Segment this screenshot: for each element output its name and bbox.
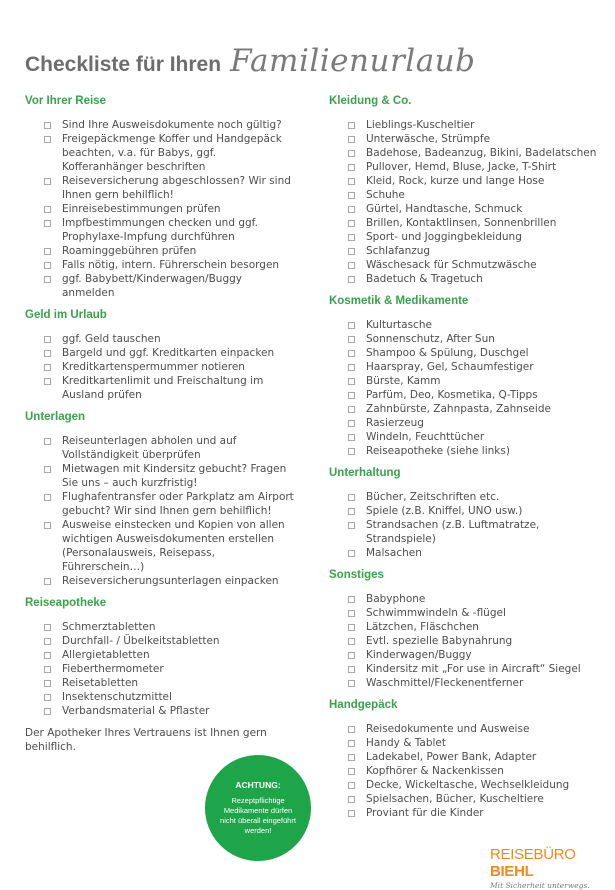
checklist-item	[329, 792, 599, 806]
checkbox-icon[interactable]	[348, 652, 355, 659]
checkbox-icon[interactable]	[44, 378, 51, 385]
checklist-item-label: Verbandsmaterial & Pflaster	[62, 705, 210, 717]
checklist-item-label: Handy & Tablet	[366, 737, 446, 749]
section-heading: Reiseapotheke	[25, 597, 107, 609]
checklist	[25, 434, 295, 588]
checkbox-icon[interactable]	[44, 578, 51, 585]
checklist-item	[329, 806, 599, 820]
checklist-item	[329, 346, 599, 360]
checklist-item	[329, 188, 599, 202]
checklist-item-label: Fieberthermometer	[62, 663, 164, 675]
brand-name	[490, 846, 615, 880]
checklist-item	[329, 402, 599, 416]
checklist-item-label: Freigepäckmenge Koffer und Handgepäck beachten, v.a. für Babys, ggf. Kofferanhänger beschriften	[62, 133, 282, 173]
checklist-item	[329, 146, 599, 160]
checklist-item	[25, 648, 295, 662]
checklist-item-label: Schlafanzug	[366, 245, 431, 257]
checkbox-icon[interactable]	[44, 652, 51, 659]
checklist-item	[25, 132, 295, 174]
checklist-item-label: Lätzchen, Fläschchen	[366, 621, 479, 633]
checkbox-icon[interactable]	[44, 694, 51, 701]
right-column	[329, 94, 599, 828]
checklist-item-label: Shampoo & Spülung, Duschgel	[366, 347, 529, 359]
checklist-item-label: Pullover, Hemd, Bluse, Jacke, T-Shirt	[366, 161, 557, 173]
checkbox-icon[interactable]	[348, 350, 355, 357]
checklist-item	[329, 648, 599, 662]
checklist-item	[329, 216, 599, 230]
brand-logo	[490, 846, 615, 890]
checkbox-icon[interactable]	[348, 122, 355, 129]
checklist-item	[329, 388, 599, 402]
checklist-item-label: Reiseversicherung abgeschlossen? Wir sind Ihnen gern behilflich!	[62, 175, 291, 201]
checklist-item	[329, 620, 599, 634]
checklist-item-label: Sonnenschutz, After Sun	[366, 333, 495, 345]
checklist-item	[25, 462, 295, 490]
checkbox-icon[interactable]	[44, 666, 51, 673]
checklist-item-label: Evtl. spezielle Babynahrung	[366, 635, 513, 647]
checklist-item-label: Ausweise einstecken und Kopien von allen wichtigen Ausweisdokumenten erstellen (Personalausweis, Reisepass, Führerschein…)	[62, 519, 285, 573]
section-handgepack	[329, 698, 599, 820]
checklist-item-label: Badehose, Badeanzug, Bikini, Badelatschen	[366, 147, 597, 159]
checkbox-icon[interactable]	[348, 364, 355, 371]
checkbox-icon[interactable]	[348, 406, 355, 413]
checklist-item	[25, 434, 295, 462]
left-column	[25, 94, 295, 754]
section-unterhaltung	[329, 466, 599, 560]
section-heading: Unterlagen	[25, 411, 86, 423]
checklist-item	[329, 272, 599, 286]
section-geld-im-urlaub	[25, 308, 295, 402]
checkbox-icon[interactable]	[348, 550, 355, 557]
checklist-item-label: Strandsachen (z.B. Luftmatratze, Strandspiele)	[366, 519, 540, 545]
checklist-item-label: Impfbestimmungen checken und ggf. Prophylaxe-Impfung durchführen	[62, 217, 258, 243]
checklist-item	[25, 490, 295, 518]
checklist-item-label: Schmerztabletten	[62, 621, 156, 633]
checklist-item	[329, 230, 599, 244]
checklist-item-label: Flughafentransfer oder Parkplatz am Airport gebucht? Wir sind Ihnen gern behilflich!	[62, 491, 294, 517]
checklist-item-label: Schuhe	[366, 189, 405, 201]
checkbox-icon[interactable]	[348, 810, 355, 817]
checkbox-icon[interactable]	[44, 466, 51, 473]
checkbox-icon[interactable]	[348, 754, 355, 761]
checkbox-icon[interactable]	[348, 624, 355, 631]
checkbox-icon[interactable]	[348, 192, 355, 199]
checkbox-icon[interactable]	[348, 726, 355, 733]
checklist-item	[25, 272, 295, 300]
checklist-item-label: Parfüm, Deo, Kosmetika, Q-Tipps	[366, 389, 538, 401]
checklist-item	[25, 174, 295, 202]
checkbox-icon[interactable]	[348, 322, 355, 329]
checklist-item-label: Bürste, Kamm	[366, 375, 441, 387]
checklist-item	[25, 346, 295, 360]
checklist-item	[25, 518, 295, 574]
checklist-item	[25, 704, 295, 718]
checklist-item-label: Zahnbürste, Zahnpasta, Zahnseide	[366, 403, 551, 415]
badge-title: ACHTUNG:	[235, 780, 281, 790]
badge-text: Rezeptpflichtige Medikamente dürfen nicht überall eingeführt werden!	[220, 796, 296, 835]
checklist-item	[329, 750, 599, 764]
checklist-item-label: ggf. Babybett/Kinderwagen/Buggy anmelden	[62, 273, 242, 299]
checkbox-icon[interactable]	[348, 796, 355, 803]
section-kleidung-co	[329, 94, 599, 286]
checkbox-icon[interactable]	[44, 364, 51, 371]
title-script: Familienurlaub	[230, 43, 476, 79]
checkbox-icon[interactable]	[44, 680, 51, 687]
checklist	[329, 318, 599, 458]
checkbox-icon[interactable]	[348, 448, 355, 455]
checklist-item	[25, 360, 295, 374]
checklist	[25, 118, 295, 300]
section-heading: Kleidung & Co.	[329, 95, 412, 107]
brand-name-part2: BIEHL	[490, 863, 534, 880]
checkbox-icon[interactable]	[348, 136, 355, 143]
checkbox-icon[interactable]	[44, 122, 51, 129]
checklist	[329, 118, 599, 286]
checkbox-icon[interactable]	[44, 136, 51, 143]
checklist-item-label: Reiseversicherungsunterlagen einpacken	[62, 575, 279, 587]
checklist-item	[329, 778, 599, 792]
brand-name-part1: REISEBÜRO	[490, 846, 576, 863]
checkbox-icon[interactable]	[44, 438, 51, 445]
checklist-item-label: Reiseapotheke (siehe links)	[366, 445, 510, 457]
checklist-item-label: Spiele (z.B. Kniffel, UNO usw.)	[366, 505, 523, 517]
checkbox-icon[interactable]	[44, 708, 51, 715]
brand-slogan: Mit Sicherheit unterwegs.	[490, 881, 590, 890]
checklist-item	[329, 676, 599, 690]
checklist-item	[329, 332, 599, 346]
checkbox-icon[interactable]	[348, 508, 355, 515]
checkbox-icon[interactable]	[44, 220, 51, 227]
checklist-item	[329, 374, 599, 388]
checklist-item	[329, 722, 599, 736]
checklist-item	[329, 160, 599, 174]
checkbox-icon[interactable]	[44, 494, 51, 501]
checklist-item	[329, 662, 599, 676]
checklist-item	[25, 118, 295, 132]
checklist-item-label: Kreditkartenspermummer notieren	[62, 361, 245, 373]
checklist-item-label: Babyphone	[366, 593, 426, 605]
checklist-item-label: Kindersitz mit „For use in Aircraft“ Siegel	[366, 663, 581, 675]
section-heading: Handgepäck	[329, 699, 398, 711]
checklist	[25, 332, 295, 402]
checklist-item-label: Insektenschutzmittel	[62, 691, 172, 703]
page-title	[25, 43, 475, 79]
checklist-item	[329, 764, 599, 778]
checkbox-icon[interactable]	[348, 248, 355, 255]
checkbox-icon[interactable]	[348, 378, 355, 385]
checkbox-icon[interactable]	[348, 434, 355, 441]
checkbox-icon[interactable]	[348, 150, 355, 157]
checkbox-icon[interactable]	[44, 276, 51, 283]
title-main: Checkliste für Ihren	[25, 53, 222, 76]
checklist-item	[329, 736, 599, 750]
checklist-item-label: Kulturtasche	[366, 319, 432, 331]
checkbox-icon[interactable]	[348, 276, 355, 283]
checklist-item-label: Roaminggebühren prüfen	[62, 245, 197, 257]
checklist-item-label: Reiseunterlagen abholen und auf Vollständigkeit überprüfen	[62, 435, 237, 461]
checkbox-icon[interactable]	[348, 666, 355, 673]
checklist-item-label: Sind Ihre Ausweisdokumente noch gültig?	[62, 119, 282, 131]
checklist-item-label: Brillen, Kontaktlinsen, Sonnenbrillen	[366, 217, 557, 229]
checklist	[329, 490, 599, 560]
checklist-item	[25, 620, 295, 634]
checkbox-icon[interactable]	[44, 350, 51, 357]
checklist-item-label: Gürtel, Handtasche, Schmuck	[366, 203, 523, 215]
checkbox-icon[interactable]	[348, 610, 355, 617]
checkbox-icon[interactable]	[348, 336, 355, 343]
checklist-item	[329, 490, 599, 504]
checkbox-icon[interactable]	[348, 178, 355, 185]
section-heading: Vor Ihrer Reise	[25, 95, 106, 107]
checklist-item-label: Waschmittel/Fleckenentferner	[366, 677, 524, 689]
checklist-item	[329, 258, 599, 272]
checklist-item	[329, 318, 599, 332]
checklist-item	[25, 332, 295, 346]
checkbox-icon[interactable]	[348, 596, 355, 603]
pharmacist-note: Der Apotheker Ihres Vertrauens ist Ihnen gern behilflich.	[25, 727, 267, 753]
section-sonstiges	[329, 568, 599, 690]
checklist-item	[25, 662, 295, 676]
checkbox-icon[interactable]	[44, 624, 51, 631]
checklist-item-label: Ladekabel, Power Bank, Adapter	[366, 751, 537, 763]
checkbox-icon[interactable]	[348, 220, 355, 227]
section-reiseapotheke	[25, 596, 295, 718]
checklist-item-label: Allergietabletten	[62, 649, 150, 661]
checklist-item	[25, 258, 295, 272]
section-heading: Sonstiges	[329, 569, 384, 581]
checklist-item	[329, 606, 599, 620]
checklist-item-label: Proviant für die Kinder	[366, 807, 484, 819]
checkbox-icon[interactable]	[44, 638, 51, 645]
checklist-item	[329, 444, 599, 458]
checkbox-icon[interactable]	[44, 206, 51, 213]
checkbox-icon[interactable]	[348, 206, 355, 213]
checklist-item-label: Spielsachen, Bücher, Kuscheltiere	[366, 793, 544, 805]
checkbox-icon[interactable]	[44, 262, 51, 269]
checkbox-icon[interactable]	[44, 248, 51, 255]
checklist-item-label: Windeln, Feuchttücher	[366, 431, 485, 443]
checklist-item	[329, 504, 599, 518]
checklist-item	[329, 174, 599, 188]
checkbox-icon[interactable]	[348, 768, 355, 775]
checklist-item-label: Rasierzeug	[366, 417, 424, 429]
checklist-item-label: Einreisebestimmungen prüfen	[62, 203, 221, 215]
checklist-item-label: Kinderwagen/Buggy	[366, 649, 472, 661]
checkbox-icon[interactable]	[348, 638, 355, 645]
checkbox-icon[interactable]	[348, 680, 355, 687]
checkbox-icon[interactable]	[348, 522, 355, 529]
checklist	[329, 722, 599, 820]
checklist-item-label: Kreditkartenlimit und Freischaltung im Ausland prüfen	[62, 375, 264, 401]
checkbox-icon[interactable]	[348, 262, 355, 269]
checklist-item-label: Durchfall- / Übelkeitstabletten	[62, 635, 220, 647]
checklist-item-label: Decke, Wickeltasche, Wechselkleidung	[366, 779, 570, 791]
checkbox-icon[interactable]	[44, 178, 51, 185]
checklist-item-label: Kleid, Rock, kurze und lange Hose	[366, 175, 545, 187]
checkbox-icon[interactable]	[348, 782, 355, 789]
checkbox-icon[interactable]	[44, 336, 51, 343]
checklist	[329, 592, 599, 690]
checklist-item-label: Reisetabletten	[62, 677, 139, 689]
checklist-item	[329, 592, 599, 606]
checklist-item	[25, 202, 295, 216]
section-vor-ihrer-reise	[25, 94, 295, 300]
checklist-item	[329, 430, 599, 444]
section-kosmetik-medikamente	[329, 294, 599, 458]
checklist-item-label: Lieblings-Kuscheltier	[366, 119, 475, 131]
checklist	[25, 620, 295, 718]
checklist-item	[25, 676, 295, 690]
checkbox-icon[interactable]	[348, 234, 355, 241]
checklist-item-label: Badetuch & Tragetuch	[366, 273, 483, 285]
section-heading: Geld im Urlaub	[25, 309, 107, 321]
section-unterlagen	[25, 410, 295, 588]
checklist-item-label: Unterwäsche, Strümpfe	[366, 133, 491, 145]
checklist-item-label: Bargeld und ggf. Kreditkarten einpacken	[62, 347, 275, 359]
checklist-item	[329, 244, 599, 258]
section-heading: Kosmetik & Medikamente	[329, 295, 469, 307]
checklist-item-label: Mietwagen mit Kindersitz gebucht? Fragen Sie uns – auch kurzfristig!	[62, 463, 287, 489]
checklist-item-label: Sport- und Joggingbekleidung	[366, 231, 522, 243]
checklist-item-label: Kopfhörer & Nackenkissen	[366, 765, 504, 777]
checklist-item-label: Falls nötig, intern. Führerschein besorgen	[62, 259, 280, 271]
checklist-item-label: Malsachen	[366, 547, 422, 559]
checklist-item-label: Wäschesack für Schmutzwäsche	[366, 259, 537, 271]
checklist-item	[329, 518, 599, 546]
checkbox-icon[interactable]	[348, 740, 355, 747]
checklist-item	[25, 690, 295, 704]
checklist-item-label: Bücher, Zeitschriften etc.	[366, 491, 500, 503]
checkbox-icon[interactable]	[44, 522, 51, 529]
checklist-item	[329, 416, 599, 430]
checklist-item	[329, 546, 599, 560]
checkbox-icon[interactable]	[348, 164, 355, 171]
checklist-item	[25, 574, 295, 588]
checklist-item-label: ggf. Geld tauschen	[62, 333, 161, 345]
checklist-item-label: Reisedokumente und Ausweise	[366, 723, 530, 735]
checklist-item	[25, 374, 295, 402]
warning-badge	[205, 755, 311, 861]
checkbox-icon[interactable]	[348, 494, 355, 501]
checklist-item	[329, 634, 599, 648]
checklist-item	[25, 216, 295, 244]
section-heading: Unterhaltung	[329, 467, 401, 479]
checkbox-icon[interactable]	[348, 420, 355, 427]
checklist-item	[329, 202, 599, 216]
checklist-item-label: Haarspray, Gel, Schaumfestiger	[366, 361, 534, 373]
checklist-item	[329, 118, 599, 132]
checklist-item	[329, 132, 599, 146]
checkbox-icon[interactable]	[348, 392, 355, 399]
checklist-item	[329, 360, 599, 374]
checklist-item	[25, 244, 295, 258]
checklist-item-label: Schwimmwindeln & -flügel	[366, 607, 506, 619]
checklist-item	[25, 634, 295, 648]
